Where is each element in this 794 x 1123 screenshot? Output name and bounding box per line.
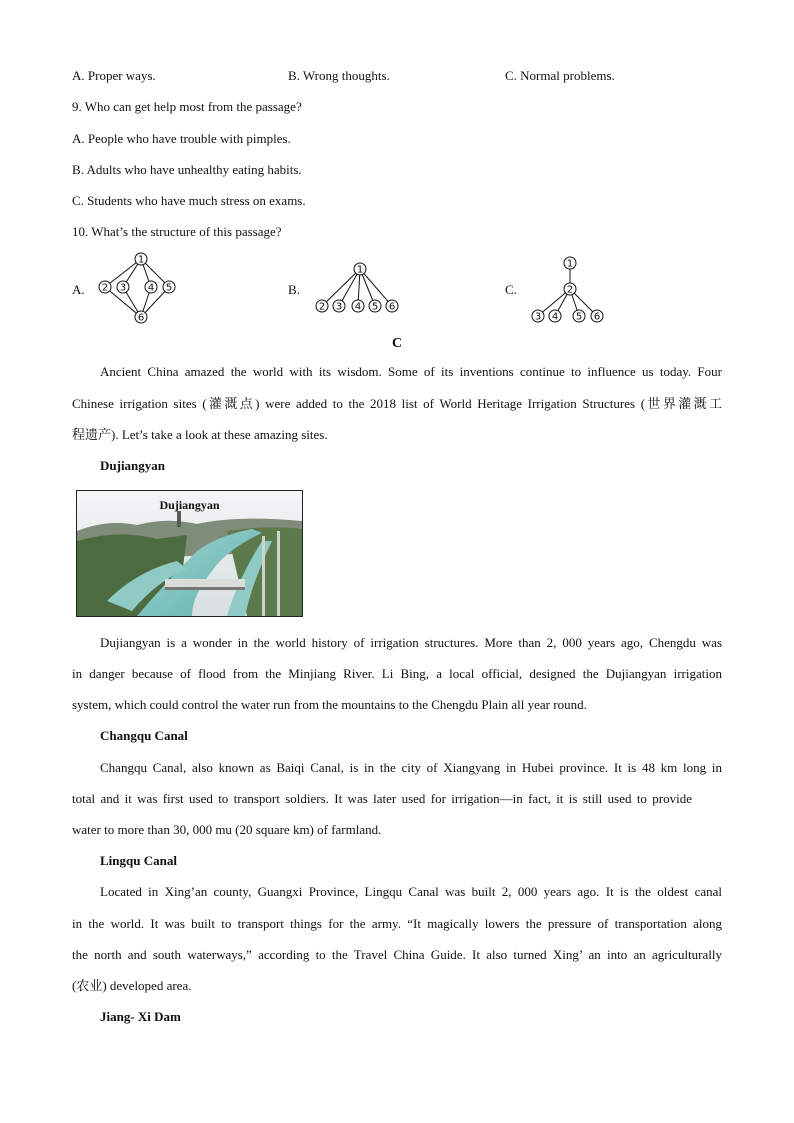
q10-question: 10. What’s the structure of this passage?: [72, 224, 282, 239]
lingqu-line-2: in the world. It was built to transport things for the army. “It magically lowers the pressure of transportation along: [72, 916, 722, 931]
structure-diagram-c: [526, 254, 616, 326]
q8-option-a: A. Proper ways.: [72, 68, 156, 83]
q10-label-c: C.: [505, 282, 517, 297]
q9-question: 9. Who can get help most from the passage?: [72, 99, 302, 114]
dujiangyan-line-1: Dujiangyan is a wonder in the world history of irrigation structures. More than 2, 000 years ago, Chengdu was: [100, 635, 722, 650]
intro-line-2: Chinese irrigation sites (灌溉点) were added to the 2018 list of World Heritage Irrigation Structures (世界灌溉工: [72, 396, 722, 411]
jiangxi-heading: Jiang- Xi Dam: [100, 1009, 181, 1024]
structure-diagram-a: [95, 252, 195, 324]
q8-option-b: B. Wrong thoughts.: [288, 68, 390, 83]
diagram-a-node-1: 1: [137, 254, 145, 266]
diagram-c-node-3: 3: [534, 311, 542, 323]
diagram-b-node-6: 6: [388, 301, 396, 313]
lingqu-line-4: (农业) developed area.: [72, 978, 192, 993]
diagram-c-node-4: 4: [551, 311, 559, 323]
intro-line-1: Ancient China amazed the world with its wisdom. Some of its inventions continue to influence us today. Four: [100, 364, 722, 379]
q9-option-c: C. Students who have much stress on exams.: [72, 193, 306, 208]
q8-option-c: C. Normal problems.: [505, 68, 615, 83]
section-heading: C: [391, 336, 403, 351]
lingqu-line-1: Located in Xing’an county, Guangxi Province, Lingqu Canal was built 2, 000 years ago. It is the oldest canal: [100, 884, 722, 899]
diagram-c-node-6: 6: [593, 311, 601, 323]
diagram-a-node-6: 6: [137, 312, 145, 324]
diagram-c-node-5: 5: [575, 311, 583, 323]
diagram-b-node-1: 1: [356, 264, 364, 276]
diagram-a-node-5: 5: [165, 282, 173, 294]
intro-line-3: 程遗产). Let’s take a look at these amazing sites.: [72, 427, 328, 442]
structure-diagram-b: [310, 260, 410, 320]
diagram-c-node-1: 1: [566, 258, 574, 270]
diagram-b-node-5: 5: [371, 301, 379, 313]
dujiangyan-line-3: system, which could control the water run from the mountains to the Chengdu Plain all year round.: [72, 697, 587, 712]
diagram-b-node-2: 2: [318, 301, 326, 313]
changqu-line-2: total and it was first used to transport soldiers. It was later used for irrigation—in fact, it is still used to provide: [72, 791, 692, 806]
dujiangyan-photo: [76, 490, 303, 617]
q9-option-b: B. Adults who have unhealthy eating habits.: [72, 162, 302, 177]
diagram-a-node-4: 4: [147, 282, 155, 294]
diagram-a-node-3: 3: [119, 282, 127, 294]
changqu-line-3: water to more than 30, 000 mu (20 square km) of farmland.: [72, 822, 382, 837]
lingqu-line-3: the north and south waterways,” according to the Travel China Guide. It also turned Xing’ an into an agriculturally: [72, 947, 722, 962]
diagram-b-node-3: 3: [335, 301, 343, 313]
q10-label-a: A.: [72, 282, 85, 297]
changqu-line-1: Changqu Canal, also known as Baiqi Canal, is in the city of Xiangyang in Hubei province. It is 48 km long in: [100, 760, 722, 775]
changqu-heading: Changqu Canal: [100, 728, 188, 743]
q9-option-a: A. People who have trouble with pimples.: [72, 131, 291, 146]
lingqu-heading: Lingqu Canal: [100, 853, 177, 868]
diagram-a-node-2: 2: [101, 282, 109, 294]
dujiangyan-line-2: in danger because of flood from the Minjiang River. Li Bing, a local official, designed the Dujiangyan irrigation: [72, 666, 722, 681]
q10-label-b: B.: [288, 282, 300, 297]
diagram-b-node-4: 4: [354, 301, 362, 313]
photo-caption: Dujiangyan: [159, 498, 220, 512]
diagram-c-node-2: 2: [566, 284, 574, 296]
dujiangyan-heading: Dujiangyan: [100, 458, 166, 473]
